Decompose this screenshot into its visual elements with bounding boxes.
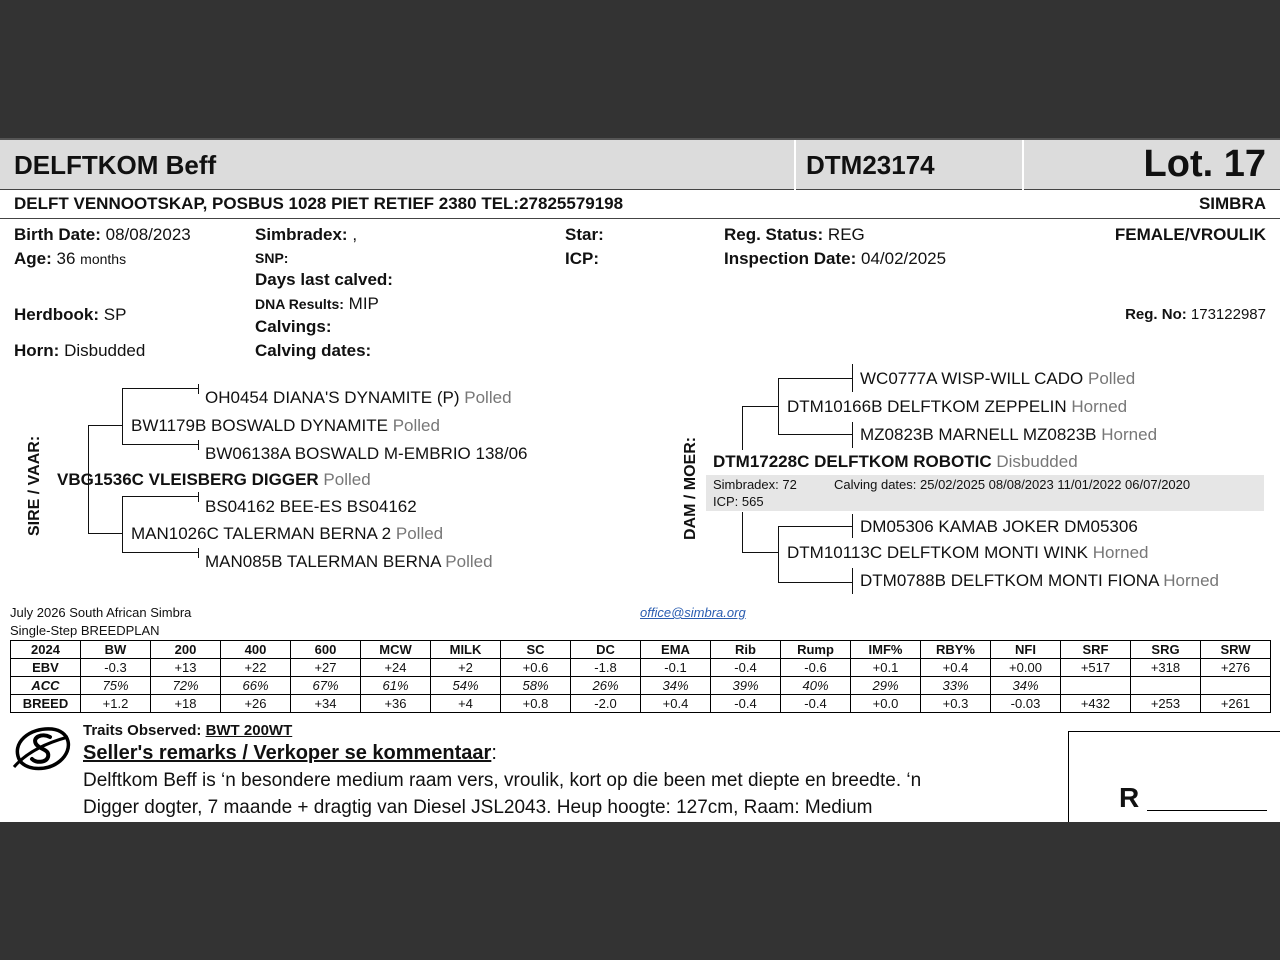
ebv-cell: +432 [1061,695,1131,713]
age: Age: 36 months [14,249,127,268]
star: Star: [565,225,604,244]
dam-calving-dates: Calving dates: 25/02/2025 08/08/2023 11/01/2022 06/07/2020 [834,477,1191,492]
lot-number: Lot. 17 [1143,143,1266,185]
ebv-cell: +517 [1061,659,1131,677]
icp: ICP: [565,249,599,268]
herdbook: Herdbook: SP [14,305,127,324]
ebv-header-cell: 200 [151,641,221,659]
dam-dam: DTM10113C DELFTKOM MONTI WINK Horned [787,543,1149,562]
ebv-cell: +18 [151,695,221,713]
ebv-header-cell: SRW [1201,641,1271,659]
sire-dam-dam: MAN085B TALERMAN BERNA Polled [205,552,493,571]
ebv-header-cell: BW [81,641,151,659]
ebv-header-cell: DC [571,641,641,659]
dam-stats [706,475,1264,511]
remarks-heading: Seller's remarks / Verkoper se kommentaar: [83,742,497,764]
dam-sire: DTM10166B DELFTKOM ZEPPELIN Horned [787,397,1128,416]
ebv-header-cell: MCW [361,641,431,659]
breed-label: SIMBRA [1198,194,1266,213]
animal-name: DELFTKOM Beff [14,150,217,180]
simbradex: Simbradex: , [255,225,358,244]
card-header [0,138,1280,190]
ebv-header-row [11,641,1271,659]
ebv-cell: 34% [991,677,1061,695]
ebv-cell: 75% [81,677,151,695]
birth-date: Birth Date: 08/08/2023 [14,225,191,244]
ebv-header-cell: IMF% [851,641,921,659]
price-entry-line[interactable] [1147,810,1267,811]
sex-label: FEMALE/VROULIK [1114,225,1266,244]
ebv-cell: +2 [431,659,501,677]
ebv-cell: -0.03 [991,695,1061,713]
ebv-cell: +261 [1201,695,1271,713]
ebv-cell: +0.4 [641,695,711,713]
ebv-cell: +0.4 [921,659,991,677]
ebv-cell: 58% [501,677,571,695]
ebv-header-cell: RBY% [921,641,991,659]
sire-dam-sire: BS04162 BEE-ES BS04162 [205,497,417,516]
ebv-cell: +4 [431,695,501,713]
ebv-cell: 54% [431,677,501,695]
ebv-cell: +22 [221,659,291,677]
horn: Horn: Disbudded [14,341,146,360]
owner-address: DELFT VENNOOTSKAP, POSBUS 1028 PIET RETIEF 2380 TEL:27825579198 [14,194,624,213]
ebv-cell: +1.2 [81,695,151,713]
ebv-header-cell: 400 [221,641,291,659]
ebv-cell: -2.0 [571,695,641,713]
ebv-header-cell: EMA [641,641,711,659]
reg-status: Reg. Status: REG [724,225,865,244]
owner-row [0,190,1280,219]
dam-sire-sire: WC0777A WISP-WILL CADO Polled [860,369,1136,388]
ebv-cell: 33% [921,677,991,695]
dam-icp: ICP: 565 [713,494,764,509]
ebv-row-label: BREED [11,695,81,713]
ebv-cell: 34% [641,677,711,695]
ebv-cell: +34 [291,695,361,713]
dam-side-label: DAM / MOER: [682,436,699,540]
ebv-row-ebv [11,659,1271,677]
ebv-cell: +253 [1131,695,1201,713]
ebv-cell: -0.4 [781,695,851,713]
ebv-header-cell: SC [501,641,571,659]
ebv-cell: +24 [361,659,431,677]
ebv-cell: 26% [571,677,641,695]
snp: SNP: [255,250,289,266]
ebv-cell: 40% [781,677,851,695]
ebv-cell: 61% [361,677,431,695]
sire-sire: BW1179B BOSWALD DYNAMITE Polled [131,416,440,435]
ebv-cell [1061,677,1131,695]
ebv-cell: +13 [151,659,221,677]
dam-dam-sire: DM05306 KAMAB JOKER DM05306 [860,517,1138,536]
dam-simbradex: Simbradex: 72 [713,477,797,492]
breedplan-subtitle: Single-Step BREEDPLAN [10,623,160,638]
ebv-cell: 72% [151,677,221,695]
price-box [1068,731,1280,822]
lot-card [0,138,1280,822]
ebv-cell: +0.6 [501,659,571,677]
sire-dam: MAN1026C TALERMAN BERNA 2 Polled [131,524,444,543]
dna-results: DNA Results: MIP [255,294,379,313]
calvings: Calvings: [255,317,332,336]
ebv-cell: -0.6 [781,659,851,677]
ebv-cell: 67% [291,677,361,695]
ebv-cell: +0.3 [921,695,991,713]
breedplan-title: July 2026 South African Simbra [10,605,192,620]
ebv-cell: +0.00 [991,659,1061,677]
ebv-row-acc [11,677,1271,695]
ebv-header-cell: NFI [991,641,1061,659]
ebv-cell: +0.8 [501,695,571,713]
sire-sire-sire: OH0454 DIANA'S DYNAMITE (P) Polled [205,388,512,407]
ebv-cell: +36 [361,695,431,713]
ebv-cell: -0.1 [641,659,711,677]
remarks-line-1: Delftkom Beff is ‘n besondere medium raam vers, vroulik, kort op die been met diepte en breedte. ‘n [83,770,922,791]
ebv-cell [1131,677,1201,695]
days-last-calved: Days last calved: [255,270,393,289]
dam-dam-dam: DTM0788B DELFTKOM MONTI FIONA Horned [860,571,1219,590]
ebv-row-breed [11,695,1271,713]
ebv-header-cell: SRG [1131,641,1201,659]
animal-id: DTM23174 [806,150,935,180]
ebv-cell [1201,677,1271,695]
sire-side-label: SIRE / VAAR: [26,435,43,536]
ebv-row-label: ACC [11,677,81,695]
ebv-cell: 29% [851,677,921,695]
ebv-cell: -0.4 [711,659,781,677]
sire-sire-dam: BW06138A BOSWALD M-EMBRIO 138/06 [205,444,528,463]
ebv-header-cell: 600 [291,641,361,659]
ebv-cell: 66% [221,677,291,695]
calving-dates: Calving dates: [255,341,372,360]
ebv-cell: +276 [1201,659,1271,677]
ebv-cell: -0.4 [711,695,781,713]
ebv-cell: +0.1 [851,659,921,677]
ebv-cell: +0.0 [851,695,921,713]
remarks-line-2: Digger dogter, 7 maande + dragtig van Diesel JSL2043. Heup hoogte: 127cm, Raam: Medium [83,797,873,818]
ebv-cell: +318 [1131,659,1201,677]
simbra-logo-icon [12,723,72,773]
ebv-cell: -0.3 [81,659,151,677]
ebv-header-cell: Rump [781,641,851,659]
dam-sire-dam: MZ0823B MARNELL MZ0823B Horned [860,425,1158,444]
ebv-cell: +26 [221,695,291,713]
ebv-cell: +27 [291,659,361,677]
ebv-header-cell: MILK [431,641,501,659]
ebv-header-cell: Rib [711,641,781,659]
price-currency-label: R [1119,782,1140,813]
inspection-date: Inspection Date: 04/02/2025 [724,249,947,268]
reg-number: Reg. No: 173122987 [1125,306,1266,323]
email-link[interactable]: office@simbra.org [640,605,746,620]
sire-name: VBG1536C VLEISBERG DIGGER Polled [57,470,371,489]
ebv-table [10,640,1271,713]
traits-observed: Traits Observed: BWT 200WT [83,722,293,739]
ebv-header-cell: SRF [1061,641,1131,659]
ebv-cell: -1.8 [571,659,641,677]
ebv-header-cell: 2024 [11,641,81,659]
ebv-row-label: EBV [11,659,81,677]
dam-name: DTM17228C DELFTKOM ROBOTIC Disbudded [713,452,1078,471]
ebv-cell: 39% [711,677,781,695]
